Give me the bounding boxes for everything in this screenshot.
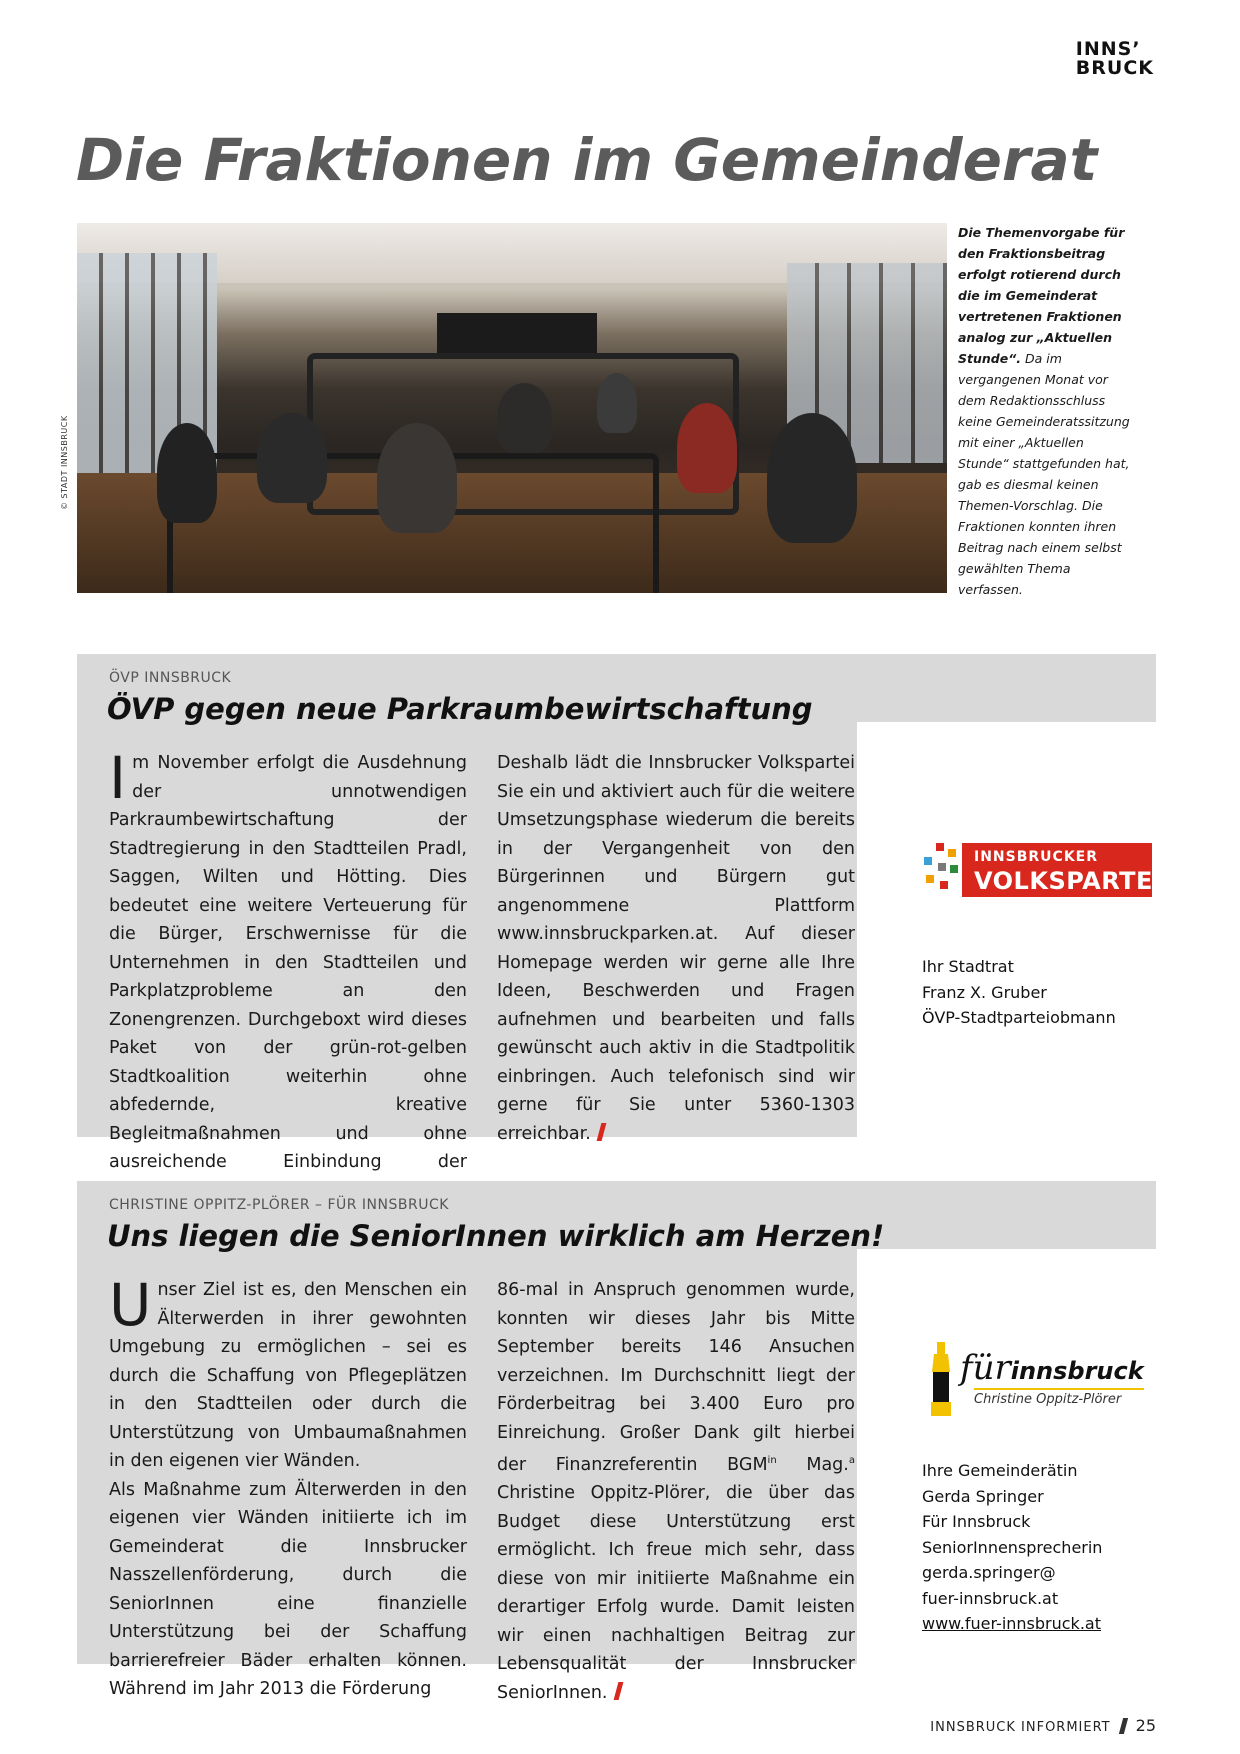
logo-line-1: INNS’ [1075, 38, 1141, 60]
signature-line: gerda.springer@ [922, 1563, 1056, 1582]
column-text: Deshalb lädt die Innsbrucker Volkspartei Sie ein und aktiviert auch für die weitere Umsetzungsphase wiederum die bereits in der Vergangenheit von den Bürgerinnen und Bürgern gut angenommene Plattform www.innsbruckparken.at. Auf dieser Homepage werden wir gerne alle Ihre Ideen, Beschwerden und Fragen aufnehmen und bearbeiten und falls gewünscht auch aktiv in die Stadtpolitik einbringen. Auch telefonisch sind wir gerne für Sie unter 5360-1303 erreichbar. [497, 753, 855, 1144]
signature-line: SeniorInnensprecherin [922, 1537, 1103, 1557]
signature-line: Ihr Stadtrat [922, 957, 1014, 976]
article-kicker: CHRISTINE OPPITZ-PLÖRER – FÜR INNSBRUCK [109, 1197, 449, 1213]
end-mark [596, 1123, 606, 1141]
column-text-b: Mag. [776, 1454, 849, 1475]
volkspartei-logo [922, 839, 1163, 901]
logo-line-1: INNSBRUCKER [974, 849, 1099, 865]
signature-line: Gerda Springer [922, 1486, 1044, 1506]
council-chamber-photo [77, 223, 947, 593]
article-headline: ÖVP gegen neue Parkraumbewirtschaftung [107, 692, 813, 726]
page-title: Die Fraktionen im Gemeinderat [76, 126, 1098, 194]
fuer-innsbruck-logo [930, 1340, 1150, 1420]
article-column-1 [109, 1271, 467, 1704]
column-text-c: Christine Oppitz-Plörer, die über das Budget diese Unterstützung erst ermöglicht. Ich freue mich sehr, dass diese von mir initiierte Maßnahme ein derartiger Erfolg wurde. Damit leisten wir einen nachhaltigen Beitrag zur Lebensqualität der Innsbrucker SeniorInnen. [497, 1483, 855, 1703]
panel-shape [857, 722, 1156, 1137]
signature-oevp [922, 954, 1116, 1031]
superscript: in [767, 1455, 777, 1466]
tower-icon [930, 1342, 952, 1416]
logo-fur: für [960, 1348, 1011, 1388]
column-text: nser Ziel ist es, den Menschen ein Älterwerden in ihrer gewohnten Umgebung zu ermöglichen – sei es durch die Schaffung von Pflegeplätzen in den Stadtteilen oder durch die Unterstützung von Umbaumaßnahmen in den eigenen vier Wänden. [109, 1280, 467, 1471]
signature-line: Ihre Gemeinderätin [922, 1461, 1078, 1480]
end-mark [613, 1682, 623, 1700]
photo-credit: © STADT INNSBRUCK [60, 415, 69, 510]
intro-note-text: Da im vergangenen Monat vor dem Redaktionsschluss keine Gemeinderatssitzung mit einer „Aktuellen Stunde“ stattgefunden hat, gab es diesmal keinen Themen-Vorschlag. Die Fraktionen konnten ihren Beitrag nach einem selbst gewählten Thema verfassen. [958, 351, 1130, 597]
footer-label: INNSBRUCK INFORMIERT [930, 1720, 1111, 1735]
article-kicker: ÖVP INNSBRUCK [109, 670, 232, 686]
logo-innsbruck: innsbruck [1010, 1357, 1144, 1385]
signature-line: Für Innsbruck [922, 1512, 1031, 1531]
intro-note-bold: Die Themenvorgabe für den Fraktionsbeitrag erfolgt rotierend durch die im Gemeinderat vertretenen Fraktionen analog zur „Aktuellen Stunde“. [958, 225, 1125, 366]
superscript: a [848, 1455, 855, 1466]
article-column-2 [497, 1276, 855, 1707]
intro-note [958, 222, 1138, 600]
logo-line-2: VOLKSPARTEI [974, 867, 1163, 895]
page-number: 25 [1135, 1716, 1156, 1735]
logo-subtitle: Christine Oppitz-Plörer [974, 1392, 1122, 1407]
signature-line: fuer-innsbruck.at [922, 1588, 1059, 1608]
dropcap: I [109, 744, 127, 812]
column-text: m November erfolgt die Ausdehnung der unnotwendigen Parkraumbewirtschaftung der Stadtregierung in den Stadtteilen Pradl, Saggen, Wilten und Hötting. Dies bedeutet eine weitere Verteuerung für die Bürger, Erschwernisse für die Unternehmen in den Stadtteilen und Parkplatzprobleme an den Zonengrenzen. Durchgeboxt wird dieses Paket von der grün-rot-gelben Stadtkoalition weiterhin ohne abfedernde, kreative Begleitmaßnahmen und ohne ausreichende Einbindung der [109, 753, 467, 1172]
signature-fuer-innsbruck [922, 1458, 1102, 1637]
column-text-2: Als Maßnahme zum Älterwerden in den eigenen vier Wänden initiierte ich im Gemeinderat die Innsbrucker Nasszellenförderung, durch die SeniorInnen eine finanzielle Unterstützung bei der Schaffung barrierefreier Bäder erhalten können. Während im Jahr 2013 die Förderung [109, 1479, 467, 1699]
article-column-2 [497, 749, 855, 1148]
article-headline: Uns liegen die SeniorInnen wirklich am Herzen! [107, 1219, 885, 1253]
signature-line: ÖVP-Stadtparteiobmann [922, 1008, 1116, 1027]
website-link[interactable]: www.fuer-innsbruck.at [922, 1614, 1101, 1633]
column-text: 86-mal in Anspruch genommen wurde, konnten wir dieses Jahr bis Mitte September bereits 146 Ansuchen verzeichnen. Im Durchschnitt liegt der Förderbeitrag bei 3.400 Euro pro Einreichung. Großer Dank gilt hierbei der Finanzreferentin BGM [497, 1280, 855, 1475]
page-footer [930, 1716, 1156, 1735]
dropcap: U [109, 1271, 152, 1339]
signature-line: Franz X. Gruber [922, 982, 1047, 1002]
article-column-1 [109, 744, 467, 1205]
logo-dots [922, 843, 958, 897]
separator [1118, 1718, 1127, 1734]
logo-line-2: BRUCK [1075, 57, 1154, 79]
innsbruck-logo [1076, 40, 1154, 78]
